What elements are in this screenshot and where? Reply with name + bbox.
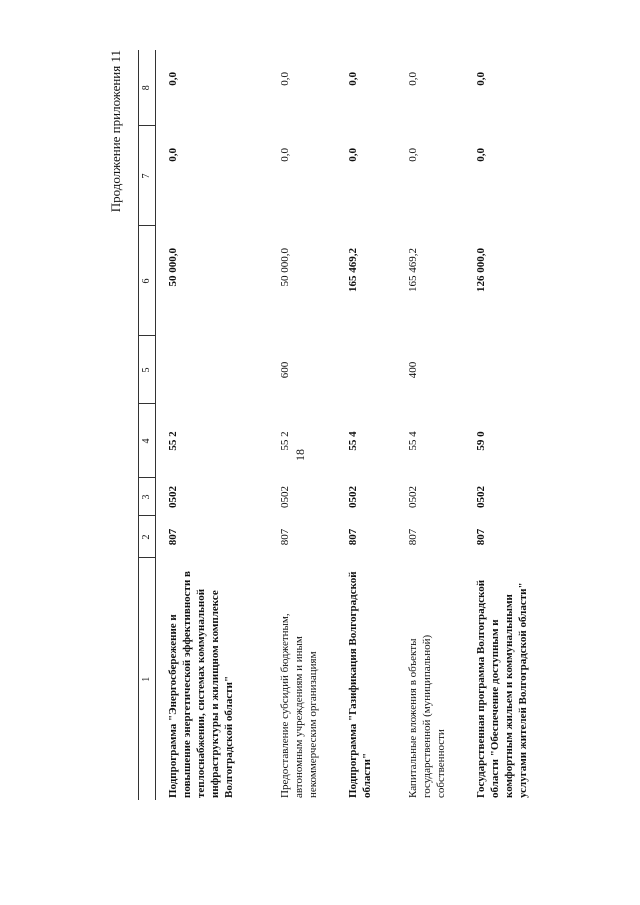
cell-amount-col7: 0,0 xyxy=(278,148,291,162)
column-number: 7 xyxy=(139,126,156,226)
cell-target-article: 55 4 xyxy=(346,431,359,451)
table-row xyxy=(156,50,268,800)
cell-amount-col6: 126 000,0 xyxy=(474,248,487,292)
table-row xyxy=(396,50,464,800)
column-number: 4 xyxy=(139,404,156,478)
cell-ministry-code: 807 xyxy=(278,528,291,546)
cell-ministry-code: 807 xyxy=(406,528,419,546)
continuation-label: Продолжение приложения 11 xyxy=(108,50,123,213)
cell-section-code: 0502 xyxy=(406,486,419,508)
row-name: Подпрограмма "Энергосбережение и повышение энергетической эффективности в теплоснабжении, системах коммунальной инфраструктуры и жилищном комплексе Волгоградской области" xyxy=(167,571,235,798)
budget-table xyxy=(138,50,564,800)
cell-section-code: 0502 xyxy=(167,486,179,508)
table-body xyxy=(156,50,564,800)
column-number: 8 xyxy=(139,50,156,126)
page-number: 18 xyxy=(293,449,307,461)
cell-amount-col8: 0,0 xyxy=(167,72,179,86)
cell-target-article: 55 4 xyxy=(406,431,419,451)
row-name: Предоставление субсидий бюджетным, автономным учреждениям и иным некоммерческим организациям xyxy=(278,613,319,798)
column-number: 3 xyxy=(139,478,156,516)
table-header xyxy=(139,50,156,800)
row-name: Подпрограмма "Газификация Волгоградской области" xyxy=(346,571,373,798)
cell-amount-col6: 165 469,2 xyxy=(406,248,419,292)
cell-target-article: 59 0 xyxy=(474,431,487,451)
column-number: 1 xyxy=(139,558,156,800)
cell-section-code: 0502 xyxy=(278,486,291,508)
cell-target-article: 55 2 xyxy=(278,431,291,451)
cell-amount-col6: 165 469,2 xyxy=(346,248,359,292)
cell-amount-col7: 0,0 xyxy=(167,148,179,162)
cell-expense-type xyxy=(336,336,396,404)
cell-section-code: 0502 xyxy=(474,486,487,508)
cell-target-article: 55 2 xyxy=(167,431,179,451)
cell-amount-col6: 50 000,0 xyxy=(167,248,179,287)
cell-amount-col6: 50 000,0 xyxy=(278,248,291,287)
cell-amount-col8: 0,0 xyxy=(346,72,359,86)
cell-expense-type: 400 xyxy=(406,361,419,379)
cell-expense-type xyxy=(464,336,564,404)
cell-ministry-code: 807 xyxy=(346,528,359,546)
cell-expense-type xyxy=(156,336,268,404)
cell-amount-col7: 0,0 xyxy=(406,148,419,162)
cell-section-code: 0502 xyxy=(346,486,359,508)
cell-amount-col8: 0,0 xyxy=(406,72,419,86)
table-row xyxy=(268,50,336,800)
cell-ministry-code: 807 xyxy=(474,528,487,546)
cell-amount-col8: 0,0 xyxy=(474,72,487,86)
column-number: 6 xyxy=(139,226,156,336)
cell-ministry-code: 807 xyxy=(167,528,179,546)
cell-amount-col7: 0,0 xyxy=(474,148,487,162)
column-number: 2 xyxy=(139,516,156,558)
cell-expense-type: 600 xyxy=(278,361,291,379)
rotated-sheet xyxy=(100,50,580,800)
table-row xyxy=(336,50,396,800)
cell-amount-col7: 0,0 xyxy=(346,148,359,162)
row-name: Капитальные вложения в объекты государственной (муниципальной) собственности xyxy=(406,634,447,798)
column-number-row xyxy=(139,50,156,800)
cell-amount-col8: 0,0 xyxy=(278,72,291,86)
column-number: 5 xyxy=(139,336,156,404)
table-row xyxy=(464,50,564,800)
row-name: Государственная программа Волгоградской области "Обеспечение доступным и комфортным жильем и коммунальными услугами жителей Волгоградской области" xyxy=(474,579,529,798)
